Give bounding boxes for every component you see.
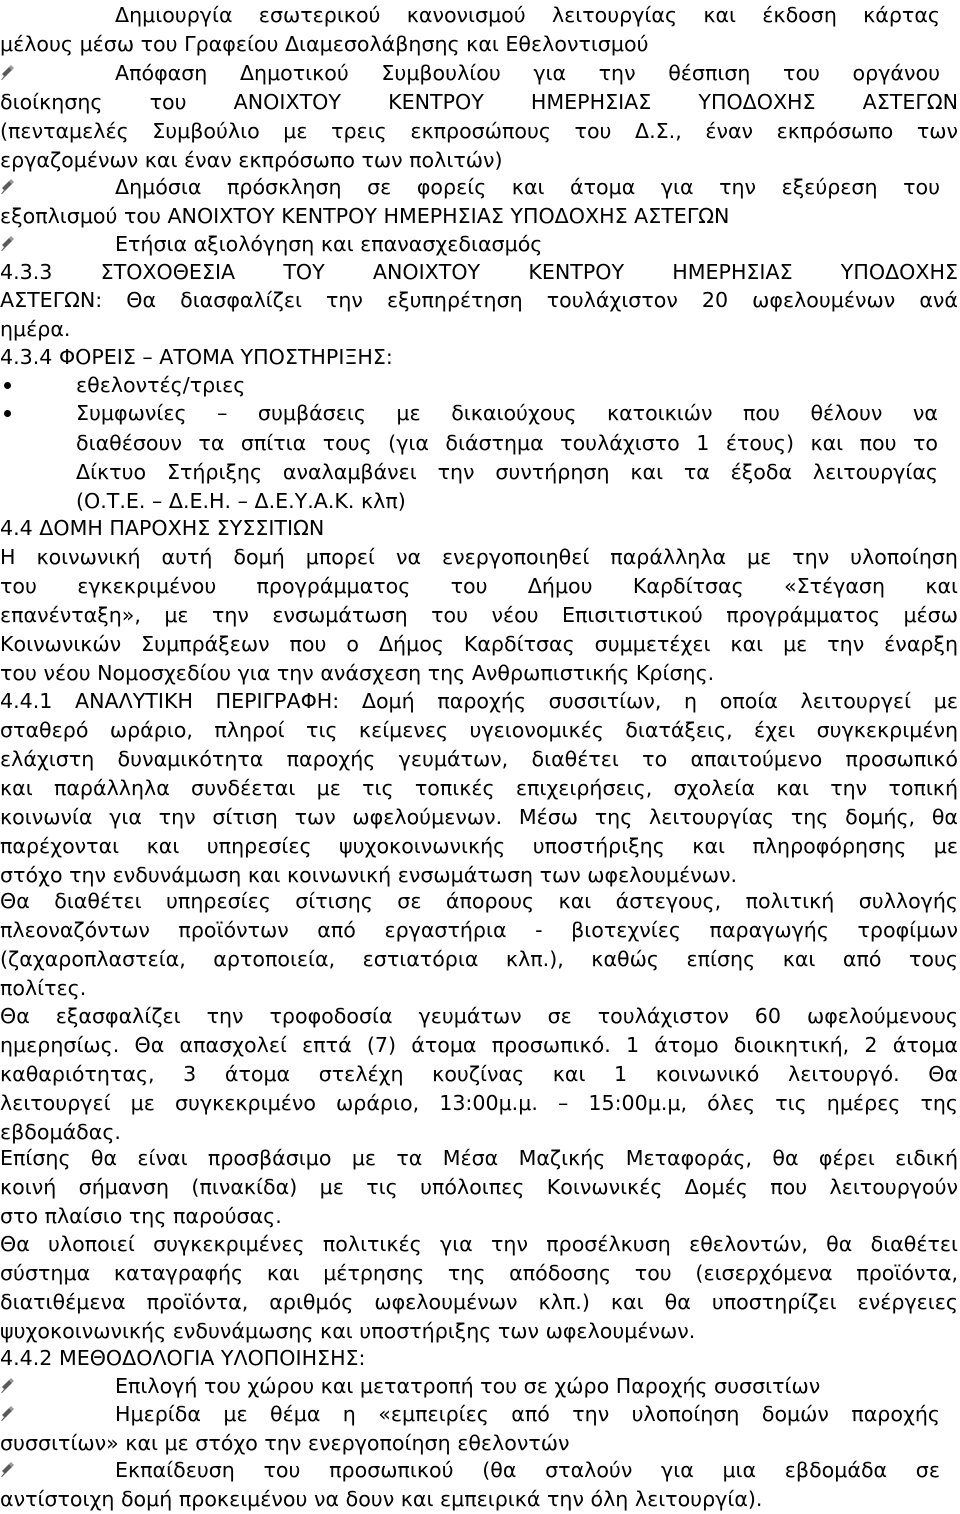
text-line: και παράλληλα συνδέεται με τις τοπικές επιχειρήσεις, σχολεία και την τοπική xyxy=(0,776,958,800)
text-line: Η κοινωνική αυτή δομή μπορεί να ενεργοποιηθεί παράλληλα με την υλοποίηση xyxy=(0,545,958,569)
text-line: καθαριότητας, 3 άτομα στελέχη κουζίνας και 1 κοινωνικό λειτουργό. Θα xyxy=(0,1062,958,1086)
text-line: Επιλογή του χώρου και μετατροπή του σε χώρο Παροχής συσσιτίων xyxy=(115,1374,821,1398)
text-line: 4.4.1 ΑΝΑΛΥΤΙΚΗ ΠΕΡΙΓΡΑΦΗ: Δομή παροχής συσσιτίων, η οποία λειτουργεί με xyxy=(0,689,958,713)
bullet-dot-icon xyxy=(4,410,11,417)
text-line: (πενταμελές Συμβούλιο με τρεις εκπροσώπους του Δ.Σ., έναν εκπρόσωπο των xyxy=(0,119,958,143)
text-line: ελάχιστη δυναμικότητα παροχής γευμάτων, διαθέτει το απαιτούμενο προσωπικό xyxy=(0,747,958,771)
text-line: ψυχοκοινωνικής ενδυνάμωσης και υποστήριξης των ωφελουμένων. xyxy=(0,1319,696,1343)
text-line: (ζαχαροπλαστεία, αρτοποιεία, εστιατόρια κλπ.), καθώς επίσης και από τους xyxy=(0,947,958,971)
text-line: επανένταξη», με την ενσωμάτωση του νέου Επισιτιστικού προγράμματος μέσω xyxy=(0,603,958,627)
text-line: στόχο την ενδυνάμωση και κοινωνική ενσωμάτωση των ωφελουμένων. xyxy=(0,863,738,887)
text-line: Εκπαίδευση του προσωπικού (θα σταλούν για μια εβδομάδα σε xyxy=(115,1458,940,1482)
text-line: σύστημα καταγραφής και μέτρησης της απόδοσης του (εισερχόμενα προϊόντα, xyxy=(0,1261,958,1285)
text-line: Δημιουργία εσωτερικού κανονισμού λειτουργίας και έκδοση κάρτας xyxy=(115,3,940,27)
bullet-pin-icon xyxy=(0,1406,16,1422)
text-line: ημέρα. xyxy=(0,317,71,341)
bullet-pin-icon xyxy=(0,1462,16,1478)
text-line: παρέχονται και υπηρεσίες ψυχοκοινωνικής υποστήριξης και πληροφόρησης με xyxy=(0,834,958,858)
text-line: Ετήσια αξιολόγηση και επανασχεδιασμός xyxy=(115,232,543,256)
text-line: Κοινωνικών Συμπράξεων που ο Δήμος Καρδίτσας συμμετέχει και με την έναρξη xyxy=(0,632,958,656)
text-line: στο πλαίσιο της παρούσας. xyxy=(0,1204,282,1228)
text-line: ΑΣΤΕΓΩΝ: Θα διασφαλίζει την εξυπηρέτηση τουλάχιστον 20 ωφελουμένων ανά xyxy=(0,288,958,312)
text-line: σταθερό ωράριο, πληροί τις κείμενες υγειονομικές διατάξεις, έχει συγκεκριμένη xyxy=(0,718,958,742)
text-line: 4.3.3 ΣΤΟΧΟΘΕΣΙΑ ΤΟΥ ΑΝΟΙΧΤΟΥ ΚΕΝΤΡΟΥ ΗΜΕΡΗΣΙΑΣ ΥΠΟΔΟΧΗΣ xyxy=(0,260,958,284)
text-line: 4.4.2 ΜΕΘΟΔΟΛΟΓΙΑ ΥΛΟΠΟΙΗΣΗΣ: xyxy=(0,1346,366,1370)
text-line: πολίτες. xyxy=(0,976,87,1000)
text-line: πλεοναζόντων προϊόντων από εργαστήρια - βιοτεχνίες παραγωγής τροφίμων xyxy=(0,918,958,942)
text-line: του νέου Νομοσχεδίου για την ανάσχεση της Ανθρωπιστικής Κρίσης. xyxy=(0,661,715,685)
text-line: κοινωνία για την σίτιση των ωφελούμενων. Μέσω της λειτουργίας της δομής, θα xyxy=(0,805,958,829)
text-line: Θα υλοποιεί συγκεκριμένες πολιτικές για την προσέλκυση εθελοντών, θα διαθέτει xyxy=(0,1232,958,1256)
text-line: του εγκεκριμένου προγράμματος του Δήμου Καρδίτσας «Στέγαση και xyxy=(0,574,958,598)
text-line: κοινή σήμανση (πινακίδα) με τις υπόλοιπες Κοινωνικές Δομές που λειτουργούν xyxy=(0,1175,958,1199)
text-line: 4.3.4 ΦΟΡΕΙΣ – ΑΤΟΜΑ ΥΠΟΣΤΗΡΙΞΗΣ: xyxy=(0,345,393,369)
text-line: διοίκησης του ΑΝΟΙΧΤΟΥ ΚΕΝΤΡΟΥ ΗΜΕΡΗΣΙΑΣ ΥΠΟΔΟΧΗΣ ΑΣΤΕΓΩΝ xyxy=(0,90,958,114)
bullet-pin-icon xyxy=(0,179,16,195)
text-line: εργαζομένων και έναν εκπρόσωπο των πολιτών) xyxy=(0,148,503,172)
text-line: αντίστοιχη δομή προκειμένου να δουν και εμπειρικά την όλη λειτουργία). xyxy=(0,1487,763,1511)
text-line: εβδομάδας. xyxy=(0,1120,121,1144)
text-line: Δημόσια πρόσκληση σε φορείς και άτομα για την εξεύρεση του xyxy=(115,175,940,199)
text-line: Θα διαθέτει υπηρεσίες σίτισης σε άπορους και άστεγους, πολιτική συλλογής xyxy=(0,889,958,913)
text-line: Ημερίδα με θέμα η «εμπειρίες από την υλοποίηση δομών παροχής xyxy=(115,1402,940,1426)
text-line: εθελοντές/τριες xyxy=(76,373,246,397)
text-line: Επίσης θα είναι προσβάσιμο με τα Μέσα Μαζικής Μεταφοράς, θα φέρει ειδική xyxy=(0,1146,958,1170)
bullet-dot-icon xyxy=(4,382,11,389)
text-line: Θα εξασφαλίζει την τροφοδοσία γευμάτων σε τουλάχιστον 60 ωφελούμενους xyxy=(0,1004,958,1028)
text-line: (Ο.Τ.Ε. – Δ.Ε.Η. – Δ.Ε.Υ.Α.Κ. κλπ) xyxy=(76,489,406,513)
bullet-pin-icon xyxy=(0,65,16,81)
bullet-pin-icon xyxy=(0,1378,16,1394)
text-line: λειτουργεί με συγκεκριμένο ωράριο, 13:00μ.μ. – 15:00μ.μ, όλες τις ημέρες της xyxy=(0,1091,958,1115)
text-line: μέλους μέσω του Γραφείου Διαμεσολάβησης και Εθελοντισμού xyxy=(0,32,649,56)
text-line: Απόφαση Δημοτικού Συμβουλίου για την θέσπιση του οργάνου xyxy=(115,61,940,85)
text-line: εξοπλισμού του ΑΝΟΙΧΤΟΥ ΚΕΝΤΡΟΥ ΗΜΕΡΗΣΙΑΣ ΥΠΟΔΟΧΗΣ ΑΣΤΕΓΩΝ xyxy=(0,204,730,228)
text-line: ημερησίως. Θα απασχολεί επτά (7) άτομα προσωπικό. 1 άτομο διοικητική, 2 άτομα xyxy=(0,1033,958,1057)
text-line: διαθέσουν τα σπίτια τους (για διάστημα τουλάχιστο 1 έτους) και που το xyxy=(76,431,938,455)
text-line: Συμφωνίες – συμβάσεις με δικαιούχους κατοικιών που θέλουν να xyxy=(76,401,938,425)
text-line: 4.4 ΔΟΜΗ ΠΑΡΟΧΗΣ ΣΥΣΣΙΤΙΩΝ xyxy=(0,516,325,540)
text-line: διατιθέμενα προϊόντα, αριθμός ωφελουμένων κλπ.) και θα υποστηρίζει ενέργειες xyxy=(0,1290,958,1314)
bullet-pin-icon xyxy=(0,236,16,252)
text-line: συσσιτίων» και με στόχο την ενεργοποίηση εθελοντών xyxy=(0,1431,570,1455)
text-line: Δίκτυο Στήριξης αναλαμβάνει την συντήρηση και τα έξοδα λειτουργίας xyxy=(76,460,938,484)
